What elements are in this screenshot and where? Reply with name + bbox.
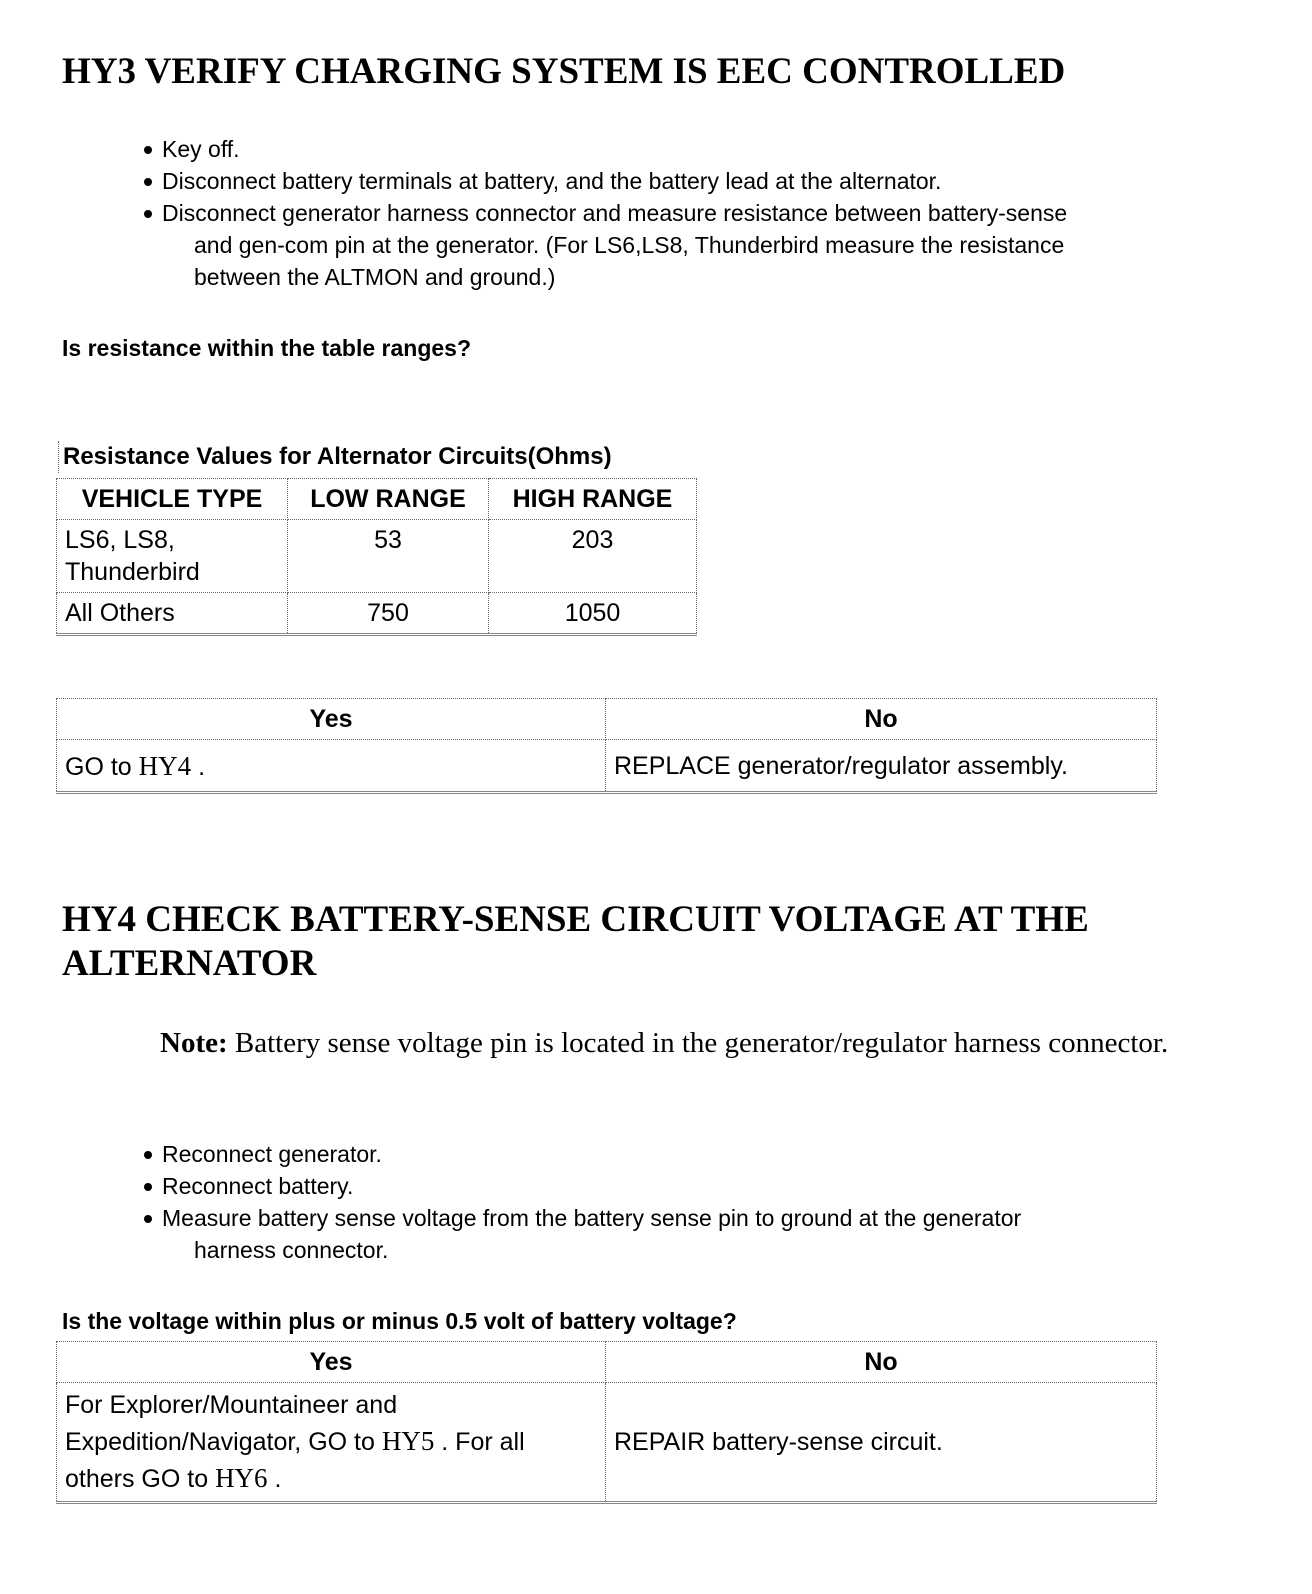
hy6-link[interactable]: HY6: [215, 1463, 268, 1493]
yes-header: Yes: [57, 699, 606, 740]
low-range-cell: 750: [288, 593, 489, 635]
no-cell: REPAIR battery-sense circuit.: [606, 1383, 1157, 1503]
bullet-icon: [144, 1183, 152, 1191]
hy4-question: Is the voltage within plus or minus 0.5 volt of battery voltage?: [62, 1308, 737, 1334]
bullet-icon: [144, 178, 152, 186]
list-item: Reconnect generator.: [140, 1138, 1250, 1170]
hy4-answer-table: [56, 1341, 1157, 1504]
yes-header: Yes: [57, 1342, 606, 1383]
list-item: Disconnect generator harness connector and measure resistance between battery-sense and gen-com pin at the generator. (For LS6,LS8, Thunderbird measure the resistance between the ALTMON and ground.): [140, 197, 1250, 293]
resistance-table-caption: Resistance Values for Alternator Circuits(Ohms): [58, 441, 612, 473]
header-high-range: HIGH RANGE: [489, 479, 697, 520]
hy5-link[interactable]: HY5: [381, 1426, 435, 1456]
list-item: Measure battery sense voltage from the battery sense pin to ground at the generator harness connector.: [140, 1202, 1250, 1266]
no-cell: REPLACE generator/regulator assembly.: [606, 740, 1157, 793]
table-header-row: [57, 699, 1157, 740]
hy4-link[interactable]: HY4: [138, 751, 192, 781]
yes-cell: GO to HY4 .: [57, 740, 606, 793]
list-item: Key off.: [140, 133, 1250, 165]
table-header-row: [57, 479, 697, 520]
table-header-row: [57, 1342, 1157, 1383]
table-row: [57, 740, 1157, 793]
note-label: Note:: [160, 1027, 228, 1059]
bullet-icon: [144, 1151, 152, 1159]
hy4-heading: HY4 CHECK BATTERY-SENSE CIRCUIT VOLTAGE AT THE ALTERNATOR: [62, 899, 1089, 984]
no-header: No: [606, 699, 1157, 740]
header-low-range: LOW RANGE: [288, 479, 489, 520]
high-range-cell: 1050: [489, 593, 697, 635]
table-row: [57, 520, 697, 593]
hy3-heading: HY3 VERIFY CHARGING SYSTEM IS EEC CONTROLLED: [62, 51, 1066, 92]
hy4-note: Note: Battery sense voltage pin is located in the generator/regulator harness connector.: [160, 1027, 1169, 1059]
bullet-icon: [144, 146, 152, 154]
no-header: No: [606, 1342, 1157, 1383]
table-row: [57, 1383, 1157, 1503]
hy4-steps-list: [140, 1138, 1250, 1266]
resistance-table: [56, 478, 697, 636]
low-range-cell: 53: [288, 520, 489, 593]
yes-cell: For Explorer/Mountaineer and Expedition/Navigator, GO to HY5 . For all others GO to HY6 .: [57, 1383, 606, 1503]
vehicle-type-cell: LS6, LS8, Thunderbird: [57, 520, 288, 593]
hy3-steps-list: [140, 133, 1250, 293]
high-range-cell: 203: [489, 520, 697, 593]
table-row: [57, 593, 697, 635]
bullet-icon: [144, 210, 152, 218]
list-item: Disconnect battery terminals at battery, and the battery lead at the alternator.: [140, 165, 1250, 197]
hy3-answer-table: [56, 698, 1157, 794]
bullet-icon: [144, 1215, 152, 1223]
list-item: Reconnect battery.: [140, 1170, 1250, 1202]
hy3-question: Is resistance within the table ranges?: [62, 335, 472, 361]
header-vehicle-type: VEHICLE TYPE: [57, 479, 288, 520]
vehicle-type-cell: All Others: [57, 593, 288, 635]
